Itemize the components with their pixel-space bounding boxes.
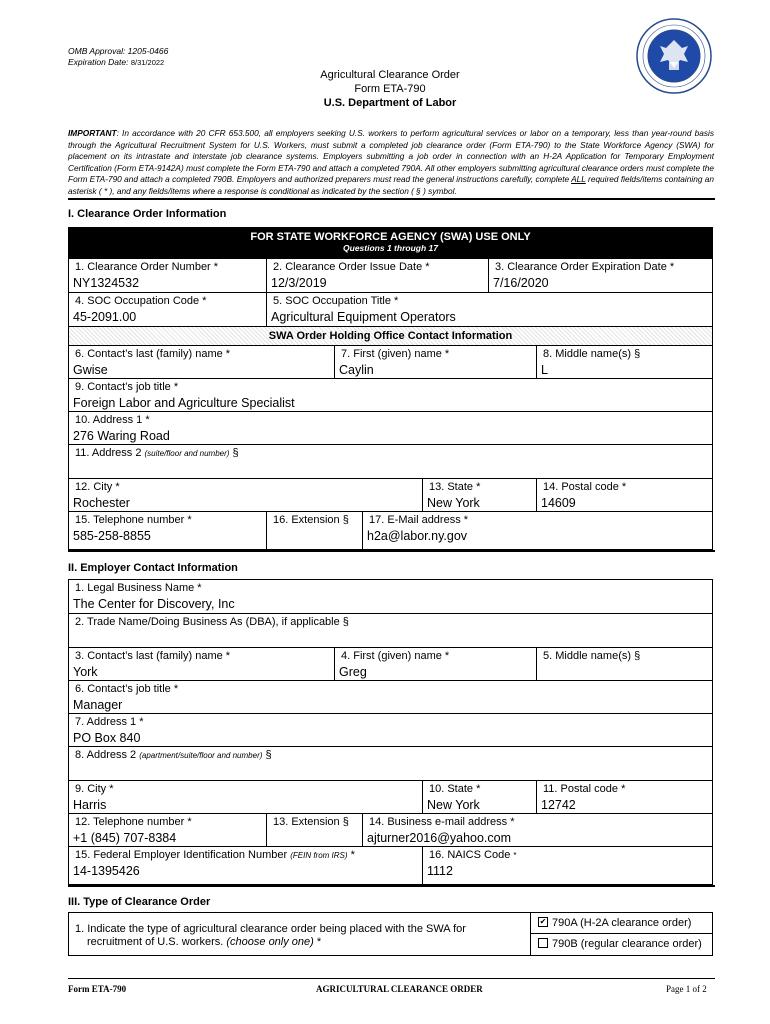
contact-job-title-field[interactable]: 9. Contact’s job title * Foreign Labor and Agriculture Specialist (69, 379, 712, 412)
section-1-title: I. Clearance Order Information (68, 208, 227, 220)
option-790b[interactable]: 790B (regular clearance order) (531, 934, 712, 955)
employer-telephone-field[interactable]: 12. Telephone number * +1 (845) 707-8384 (69, 814, 267, 847)
employer-address-1-field[interactable]: 7. Address 1 * PO Box 840 (69, 714, 712, 747)
employer-contact-first-name-field[interactable]: 4. First (given) name * Greg (335, 648, 537, 681)
footer-divider (68, 978, 715, 979)
footer-title: AGRICULTURAL CLEARANCE ORDER (316, 984, 483, 994)
business-email-field[interactable]: 14. Business e-mail address * ajturner2016@yahoo.com (363, 814, 712, 847)
naics-code-field[interactable]: 16. NAICS Code * 1112 (427, 849, 517, 878)
employer-extension-field[interactable]: 13. Extension § (267, 814, 363, 847)
clearance-order-number-field[interactable]: 1. Clearance Order Number * NY1324532 (69, 259, 267, 293)
employer-state-field[interactable]: 10. State * New York (423, 781, 537, 814)
trade-name-field[interactable]: 2. Trade Name/Doing Business As (DBA), if applicable § (69, 614, 712, 648)
contact-first-name-field[interactable]: 7. First (given) name * Caylin (335, 346, 537, 379)
employer-contact-middle-name-field[interactable]: 5. Middle name(s) § (537, 648, 712, 681)
omb-approval: OMB Approval: 1205-0466 (68, 46, 169, 56)
clearance-type-table (68, 912, 713, 956)
important-notice: IMPORTANT: In accordance with 20 CFR 653.500, all employers seeking U.S. workers to perform agricultural services or labor on a temporary, less than year-round basis through the Agricultural Recruitment System for U.S. Workers, must submit a completed job clearance order (Form ETA-790) to the State Workforce Agency (SWA) for placement on its intrastate and interstate job clearance systems. Employers submitting a job order in connection with an H-2A Application for Temporary Employment Certification (Form ETA-9142A) must complete the Form ETA-790 and attach a completed 790A. All other employers submitting agricultural clearance orders must complete the Form ETA-790 and attach a completed 790B. Employers and authorized preparers must read the general instructions carefully, complete ALL required fields/items containing an asterisk ( * ), and any fields/items where a response is conditional as indicated by the section ( § ) symbol. (68, 128, 714, 196)
swa-use-only-header: FOR STATE WORKFORCE AGENCY (SWA) USE ONLY Questions 1 through 17 (68, 227, 713, 258)
employer-contact-last-name-field[interactable]: 3. Contact’s last (family) name * York (69, 648, 335, 681)
divider (68, 198, 715, 200)
state-field[interactable]: 13. State * New York (423, 479, 537, 512)
expiration-date: Expiration Date: 8/31/2022 (68, 57, 165, 67)
issue-date-field[interactable]: 2. Clearance Order Issue Date * 12/3/2019 (267, 259, 489, 293)
legal-business-name-field[interactable]: 1. Legal Business Name * The Center for Discovery, Inc (69, 580, 712, 614)
clearance-type-question: 1. Indicate the type of agricultural clearance order being placed with the SWA for recruitment of U.S. workers. (choose only one) * (69, 913, 531, 955)
employer-address-2-field[interactable]: 8. Address 2 (apartment/suite/floor and number) § (69, 747, 712, 781)
form-title: Agricultural Clearance Order Form ETA-790 U.S. Department of Labor (320, 69, 460, 109)
page-number: Page 1 of 2 (666, 984, 707, 994)
employer-contact-table (68, 579, 713, 885)
checked-checkbox-icon[interactable]: ✔ (539, 917, 547, 927)
clearance-order-table (68, 258, 713, 550)
contact-last-name-field[interactable]: 6. Contact’s last (family) name * Gwise (69, 346, 335, 379)
address-2-field[interactable]: 11. Address 2 (suite/floor and number) § (69, 445, 712, 479)
dol-seal-logo (636, 18, 712, 94)
soc-code-field[interactable]: 4. SOC Occupation Code * 45-2091.00 (69, 293, 267, 327)
extension-field[interactable]: 16. Extension § (267, 512, 363, 549)
employer-city-field[interactable]: 9. City * Harris (69, 781, 423, 814)
soc-title-field[interactable]: 5. SOC Occupation Title * Agricultural Equipment Operators (267, 293, 712, 327)
office-contact-header: SWA Order Holding Office Contact Information (69, 327, 712, 346)
employer-postal-code-field[interactable]: 11. Postal code * 12742 (537, 781, 712, 814)
postal-code-field[interactable]: 14. Postal code * 14609 (537, 479, 712, 512)
contact-middle-name-field[interactable]: 8. Middle name(s) § L (537, 346, 712, 379)
section-2-title: II. Employer Contact Information (68, 562, 238, 574)
email-field[interactable]: 17. E-Mail address * h2a@labor.ny.gov (367, 514, 469, 543)
option-790a[interactable]: ✔ 790A (H-2A clearance order) (531, 913, 712, 934)
address-1-field[interactable]: 10. Address 1 * 276 Waring Road (69, 412, 712, 445)
telephone-field[interactable]: 15. Telephone number * 585-258-8855 (69, 512, 267, 549)
expiration-date-field[interactable]: 3. Clearance Order Expiration Date * 7/16/2020 (489, 259, 712, 293)
city-field[interactable]: 12. City * Rochester (69, 479, 423, 512)
section-3-title: III. Type of Clearance Order (68, 896, 211, 908)
fein-field[interactable]: 15. Federal Employer Identification Number (FEIN from IRS) * 14-1395426 (69, 847, 423, 884)
employer-contact-job-title-field[interactable]: 6. Contact’s job title * Manager (69, 681, 712, 714)
unchecked-checkbox-icon[interactable] (538, 938, 548, 948)
divider (68, 885, 715, 887)
omb-info (68, 46, 168, 68)
divider (68, 550, 715, 552)
footer-form-number: Form ETA-790 (68, 984, 127, 994)
